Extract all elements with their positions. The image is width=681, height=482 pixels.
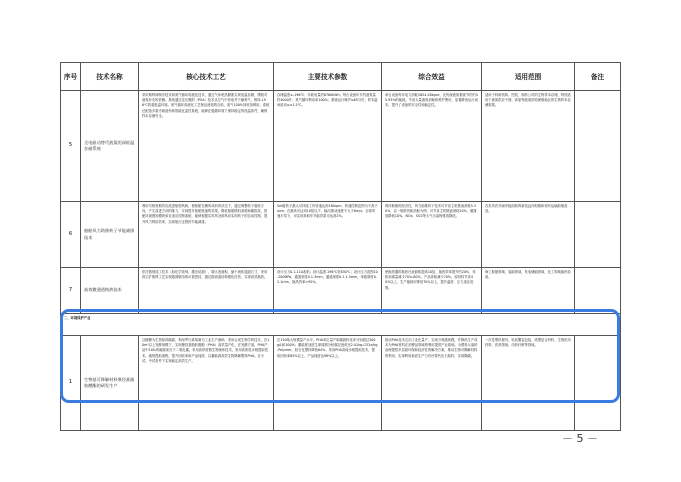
row-tech-name: 生物基可降解材料聚羟基脂肪酸酯的研发生产 [81,336,139,431]
row-note [575,202,621,268]
row-benefit: 保持船舶的经济性，风力助推转子技术可节省主机燃油消耗5-30%，以一般散货和油船为例，可节省主机燃油消耗10%，碳排放降低10%，NOx、SO2等大气污染物排放降低。 [382,202,482,268]
row-core-process: 以樹糖为生物原料碳源，利用罗氏真氧菌为工业生产菌种，采用合成生物学的技术，在10m³以上发酵规模下，实现聚羟基脂肪酸酯（PHA）高效量产化，在发酵方面，PHA产品中10%的碳源来自于二氧化碳，采用高浓度微生物菌体技术，采用高浓度水相提取技术，缩短提取流程，提升回收率和产品纯度，以蓄能源高效生物降解塑料PHA。在小试、中试条件下实现稳定高效生产。 [139,336,274,431]
row-tech-name: 全电驱动替代液氮的深低温存储系统 [81,91,139,202]
header-serial: 序号 [61,63,81,91]
row-tech-name: 高效微通道换热技术 [81,268,139,314]
row-core-process: 利用马格努斯效应改进船舶风帆，使船舶在横风或斜风状态下，通过调整转子旋转方向，产生前进方向的推力，实现提升船舶航速的效果，降低船舶燃料消耗和碳排放，搭配环境感知模块和自适应控制系统，能够根据实时风况和风向实现转子的自动控制，提升风力利用效率，实现航行过程的节能减排。 [139,202,274,268]
header-benefit: 综合效益 [382,63,482,91]
header-main-params: 主要技术参数 [274,63,382,91]
row-main-params: 存储温度≤-196℃；年耗电量约8760kWh；每台设备年节约液氮量约4000升；氮气循环利用率100%；系统运行噪声≤65分贝；样本温场波动≤±1.5℃。 [274,91,382,202]
row-benefit: 推动PHA技术走向工业化量产，实现万吨级规模，并降低生产成本为PHA材料在消费品领域的利用提供产业基础。为塑料污染的治理提供多层面环保和经济性的解决方案，推动生物可降解材料的利用，实现利用新质生产力有序替代化石原料、实现降碳。 [382,336,482,431]
row-benefit: 使换热器的换热比表面积提高10倍，换热效率提升约20%，体积和重量减少70%-80%，产品体积减小70%，原材料节省40%以上，生产能耗可降低70%以上，提升温度、压力适应范围。 [382,268,482,314]
row-main-params: 在150吨大规模量产水平，PHA单位量产和碳源转化率分别超过300g/L和100%；蓄能度浊度生命周期分析碳足迹低至2.01kg-CO2e/kg-Polymer，较石化塑料降低64%；采用PHA高纯水相提取技术，提取回收率85%以上，产品纯度达98%以上。 [274,336,382,431]
table-row [61,336,621,431]
row-serial: 7 [61,268,81,314]
header-scope: 适用范围 [482,63,575,91]
row-main-params: 设计压力0.1-110兆帕；设计温度-196℃至830℃；设计压力范围10-200MPa，通道宽度0.1-3mm，通道深度0.1-1.5mm，单板厚度0.2-1mm，换热效率>95%。 [274,268,382,314]
row-scope: 各类具有开阔甲板面积的新造远洋船舶和现有运输船舶改造。 [482,202,575,268]
row-serial: 5 [61,91,81,202]
row-tech-name: 船舶风力助推转子节能减排技术 [81,202,139,268]
row-benefit: 单台设备每年电力消耗2654.28kgce，比传统液氮系统节约约45.93%的能耗，节省大量液氮消耗和维护费用，显著降低运行成本，提升了设备的安全性和稳定性。 [382,91,482,202]
row-scope: 适用于科研机构、医院、制药公司的生物样本存储，特别适用于液氮供应不便、高原等液氮供给困难地区的生物样本存储需要。 [482,91,575,202]
row-main-params: 5m级转子最大可持续工作转速达到180rpm；转速控制范围为不高于rpm；在最高可达到10倍以下，输出推动速度不大于8m/s；全球风速平均下，可实现单船年节能效果可达到2%。 [274,202,382,268]
table-header-row [61,63,621,91]
header-note: 备注 [575,63,621,91]
row-serial: 1 [61,336,81,431]
technology-table [60,62,621,431]
section-title: 二、环境保护产业 [61,314,621,336]
row-note [575,336,621,431]
table-row [61,268,621,314]
header-core-process: 核心技术工艺 [139,63,274,91]
row-note [575,91,621,202]
row-serial: 6 [61,202,81,268]
row-scope: 海工船舶领域、氢能领域、发电储能领域、化工领域换热设备。 [482,268,575,314]
table-row [61,91,621,202]
section-row [61,314,621,336]
table-row [61,202,621,268]
page-number: － 5 － [562,432,598,445]
row-core-process: 依托微细加工技术（如化学蚀刻、激光切割），增大表面积，缩小流体通道尺寸，采用真空扩散焊工艺实现超薄壁结构可靠密封，通过微流道结构强化传热，实现高效换热。 [139,268,274,314]
row-note [575,268,621,314]
row-scope: 一次性塑料餐具、软质膜袋包装、纸塑复合材料、生物医用材料、医美领域、纺织纤维等领域。 [482,336,575,431]
row-core-process: 采用斯特林制冷技术和氮气循环再液化技术，通过气体绝热膨胀实现低温存储，摆脱对液氮补充的依赖。系统通过变压吸附（PSA）技术从空气中获取并干燥氮气，维持-196℃的超低温环境。氮气循环再液化工艺保证液氮的自给，氮气100%回收再利用。系统还配备多重冷源备份和智能化监控系统，能够在极端环境下保持稳定的低温条件，确保样本存储安全。 [139,91,274,202]
header-tech-name: 技术名称 [81,63,139,91]
